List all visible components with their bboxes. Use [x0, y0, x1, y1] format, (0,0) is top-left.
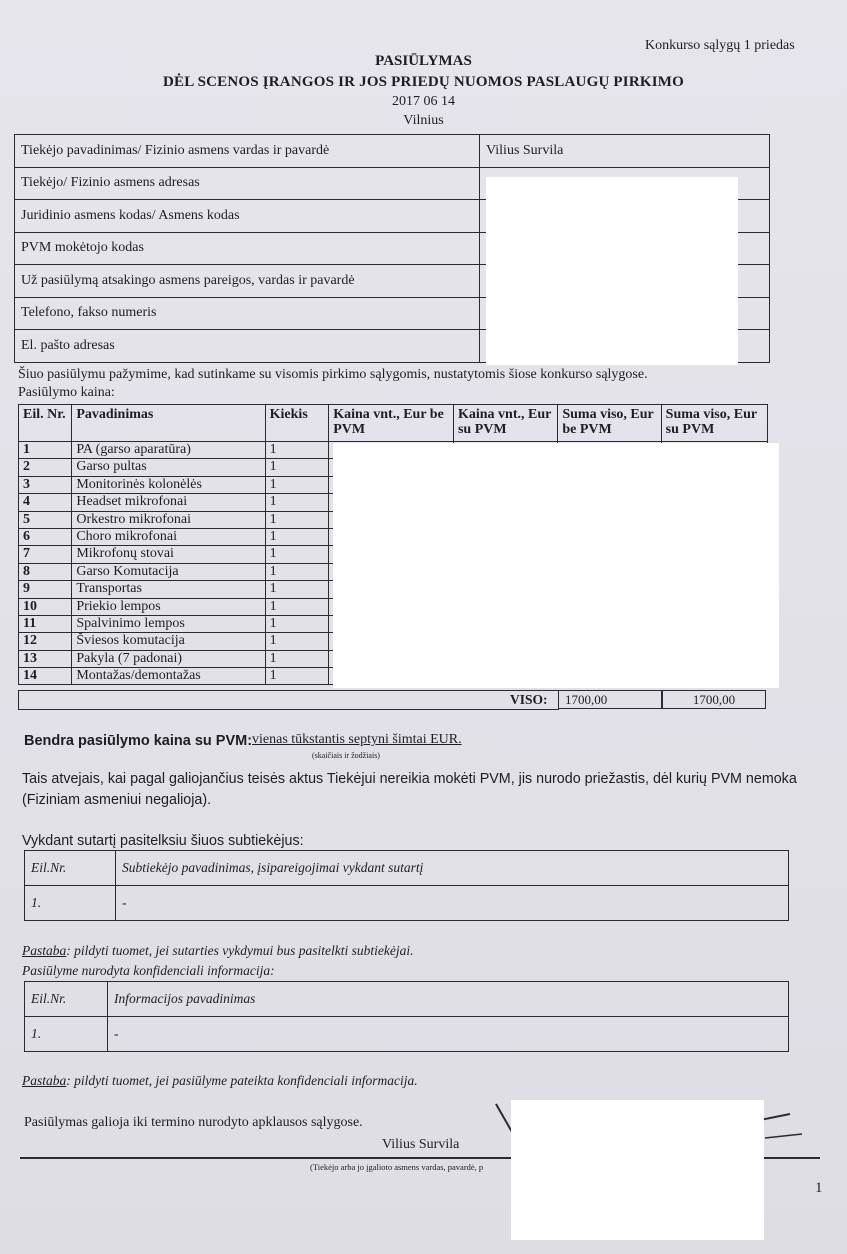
price-row-name: Spalvinimo lempos	[72, 615, 265, 632]
supplier-info-label: PVM mokėtojo kodas	[15, 232, 480, 265]
note-text: : pildyti tuomet, jei sutarties vykdymui bus pasitelkti subtiekėjai.	[66, 943, 414, 958]
redaction-block	[333, 443, 779, 688]
price-row-name: Monitorinės kolonėlės	[72, 476, 265, 493]
price-row-nr: 2	[19, 459, 72, 476]
price-row-nr: 14	[19, 668, 72, 685]
price-row-name: Garso Komutacija	[72, 563, 265, 580]
supplier-info-label: El. pašto adresas	[15, 330, 480, 363]
price-row-qty: 1	[265, 442, 329, 459]
sub-row-name: -	[116, 886, 789, 921]
price-row-qty: 1	[265, 615, 329, 632]
conf-header-name: Informacijos pavadinimas	[108, 982, 789, 1017]
col-header-nr: Eil. Nr.	[19, 405, 72, 442]
price-row-nr: 6	[19, 528, 72, 545]
price-row-name: Mikrofonų stovai	[72, 546, 265, 563]
total-without-vat: 1700,00	[558, 690, 662, 709]
supplier-info-label: Telefono, fakso numeris	[15, 297, 480, 330]
redaction-block	[486, 177, 738, 365]
price-row-nr: 12	[19, 633, 72, 650]
price-row-qty: 1	[265, 459, 329, 476]
subcontractors-table	[24, 850, 789, 921]
conf-header-nr: Eil.Nr.	[25, 982, 108, 1017]
price-row-nr: 1	[19, 442, 72, 459]
sub-row-nr: 1.	[25, 886, 116, 921]
price-row-name: Pakyla (7 padonai)	[72, 650, 265, 667]
price-row-qty: 1	[265, 598, 329, 615]
price-row-qty: 1	[265, 668, 329, 685]
supplier-info-row	[15, 135, 770, 168]
supplier-info-label: Tiekėjo/ Fizinio asmens adresas	[15, 167, 480, 200]
sub-header-name: Subtiekėjo pavadinimas, įsipareigojimai vykdant sutartį	[116, 851, 789, 886]
redaction-block	[511, 1100, 764, 1240]
price-row-qty: 1	[265, 476, 329, 493]
price-row-nr: 13	[19, 650, 72, 667]
document-date: 2017 06 14	[392, 94, 455, 109]
price-row-name: Montažas/demontažas	[72, 668, 265, 685]
price-row-qty: 1	[265, 546, 329, 563]
col-header-qty: Kiekis	[265, 405, 329, 442]
supplier-info-value: Vilius Survila	[480, 135, 770, 168]
col-header-name: Pavadinimas	[72, 405, 265, 442]
note-text: : pildyti tuomet, jei pasiūlyme pateikta konfidenciali informacija.	[66, 1073, 418, 1088]
price-row-qty: 1	[265, 528, 329, 545]
signature-caption: (Tiekėjo arba jo įgalioto asmens vardas, pavardė, p	[310, 1162, 484, 1172]
document-title: PASIŪLYMAS	[375, 53, 472, 69]
price-row-name: Orkestro mikrofonai	[72, 511, 265, 528]
price-row-qty: 1	[265, 494, 329, 511]
price-row-name: Šviesos komutacija	[72, 633, 265, 650]
price-row-nr: 3	[19, 476, 72, 493]
note-label: Pastaba	[22, 1073, 67, 1088]
page-number: 1	[815, 1180, 823, 1196]
document-subtitle: DĖL SCENOS ĮRANGOS IR JOS PRIEDŲ NUOMOS PASLAUGŲ PIRKIMO	[163, 74, 684, 90]
price-row-name: Choro mikrofonai	[72, 528, 265, 545]
vat-note: Tais atvejais, kai pagal galiojančius teisės aktus Tiekėjui nereikia mokėti PVM, jis nurodo priežastis, dėl kurių PVM nemoka (Fiziniam asmeniui negalioja).	[22, 771, 797, 808]
confidential-intro: Pasiūlyme nurodyta konfidenciali informacija:	[22, 963, 275, 978]
price-row-name: PA (garso aparatūra)	[72, 442, 265, 459]
sub-header-nr: Eil.Nr.	[25, 851, 116, 886]
price-row-name: Garso pultas	[72, 459, 265, 476]
price-row-nr: 4	[19, 494, 72, 511]
price-row-nr: 8	[19, 563, 72, 580]
price-row-nr: 10	[19, 598, 72, 615]
col-header-unit-vat: Kaina vnt., Eur su PVM	[453, 405, 557, 442]
price-row-nr: 11	[19, 615, 72, 632]
supplier-info-label: Už pasiūlymą atsakingo asmens pareigos, vardas ir pavardė	[15, 265, 480, 298]
subcontractors-intro: Vykdant sutartį pasitelksiu šiuos subtiekėjus:	[22, 833, 304, 849]
validity-text: Pasiūlymas galioja iki termino nurodyto apklausos sąlygose.	[24, 1115, 363, 1130]
total-row	[18, 690, 559, 710]
note-label: Pastaba	[22, 943, 67, 958]
total-price-value: vienas tūkstantis septyni šimtai EUR.	[252, 732, 462, 747]
price-row-nr: 9	[19, 581, 72, 598]
supplier-info-label: Juridinio asmens kodas/ Asmens kodas	[15, 200, 480, 233]
price-label: Pasiūlymo kaina:	[18, 385, 115, 400]
col-header-sum-no-vat: Suma viso, Eur be PVM	[558, 405, 661, 442]
document-city: Vilnius	[403, 113, 444, 128]
col-header-sum-vat: Suma viso, Eur su PVM	[661, 405, 767, 442]
total-label: VISO:	[510, 692, 548, 707]
total-price-label: Bendra pasiūlymo kaina su PVM:	[24, 733, 253, 749]
confidential-note	[22, 1073, 418, 1089]
conf-row-name: -	[108, 1017, 789, 1052]
price-row-name: Priekio lempos	[72, 598, 265, 615]
price-row-name: Headset mikrofonai	[72, 494, 265, 511]
total-with-vat: 1700,00	[662, 690, 766, 709]
price-row-qty: 1	[265, 511, 329, 528]
price-row-nr: 5	[19, 511, 72, 528]
price-row-name: Transportas	[72, 581, 265, 598]
signer-name: Vilius Survila	[382, 1137, 460, 1152]
appendix-label: Konkurso sąlygų 1 priedas	[645, 38, 795, 53]
price-row-qty: 1	[265, 581, 329, 598]
price-row-qty: 1	[265, 563, 329, 580]
subcontractors-note	[22, 943, 413, 959]
conf-row-nr: 1.	[25, 1017, 108, 1052]
confidential-table	[24, 981, 789, 1052]
supplier-info-label: Tiekėjo pavadinimas/ Fizinio asmens vardas ir pavardė	[15, 135, 480, 168]
price-row-qty: 1	[265, 633, 329, 650]
price-row-nr: 7	[19, 546, 72, 563]
col-header-unit-no-vat: Kaina vnt., Eur be PVM	[329, 405, 454, 442]
price-row-qty: 1	[265, 650, 329, 667]
total-price-hint: (skaičiais ir žodžiais)	[312, 751, 380, 760]
agreement-text: Šiuo pasiūlymu pažymime, kad sutinkame su visomis pirkimo sąlygomis, nustatytomis šiose konkurso sąlygose.	[18, 367, 648, 382]
